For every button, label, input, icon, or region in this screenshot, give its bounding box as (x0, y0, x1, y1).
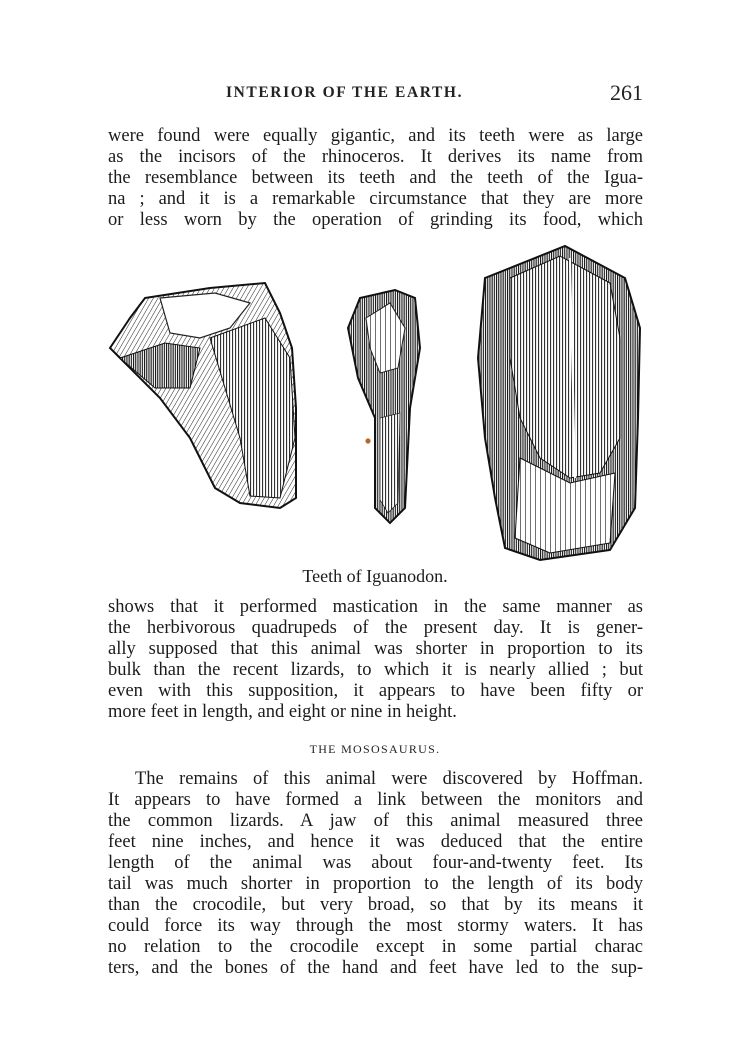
text-line: even with this supposition, it appears to have been fifty or (108, 681, 643, 701)
right-tooth (478, 246, 640, 560)
text-line: ters, and the bones of the hand and feet have led to the sup- (108, 958, 643, 978)
text-line: bulk than the recent lizards, to which it is nearly allied ; but (108, 660, 643, 680)
page-number: 261 (610, 80, 643, 105)
ink-spot (365, 438, 370, 443)
figure-caption: Teeth of Iguanodon. (302, 566, 448, 586)
text-line: shows that it performed mastication in the same manner as (108, 597, 643, 617)
left-tooth (110, 283, 296, 508)
text-line: na ; and it is a remarkable circumstance that they are more (108, 189, 643, 209)
text-line: feet nine inches, and hence it was deduced that the entire (108, 832, 643, 852)
running-title: INTERIOR OF THE EARTH. (226, 84, 464, 101)
text-line: The remains of this animal were discovered by Hoffman. (135, 769, 643, 789)
section-heading: THE MOSOSAURUS. (309, 742, 441, 756)
running-head (108, 80, 643, 110)
paragraph-mastication (108, 597, 643, 723)
text-line: as the incisors of the rhinoceros. It derives its name from (108, 147, 643, 167)
paragraph-mososaurus (108, 769, 643, 979)
middle-tooth (348, 290, 420, 523)
text-line: than the crocodile, but very broad, so that by its means it (108, 895, 643, 915)
text-line: length of the animal was about four-and-twenty feet. Its (108, 853, 643, 873)
text-line: no relation to the crocodile except in some partial charac (108, 937, 643, 957)
text-line: the common lizards. A jaw of this animal measured three (108, 811, 643, 831)
text-line: could force its way through the most stormy waters. It has (108, 916, 643, 936)
paragraph-intro (108, 126, 643, 231)
text-line: the resemblance between its teeth and the teeth of the Igua- (108, 168, 643, 188)
text-line: tail was much shorter in proportion to the length of its body (108, 874, 643, 894)
text-line: or less worn by the operation of grinding its food, which (108, 210, 643, 230)
teeth-illustration-icon (100, 238, 650, 563)
text-line: It appears to have formed a link between the monitors and (108, 790, 643, 810)
text-line: were found were equally gigantic, and its teeth were as large (108, 126, 643, 146)
text-line: more feet in length, and eight or nine in height. (108, 702, 457, 722)
text-line: ally supposed that this animal was shorter in proportion to its (108, 639, 643, 659)
text-line: the herbivorous quadrupeds of the present day. It is gener- (108, 618, 643, 638)
